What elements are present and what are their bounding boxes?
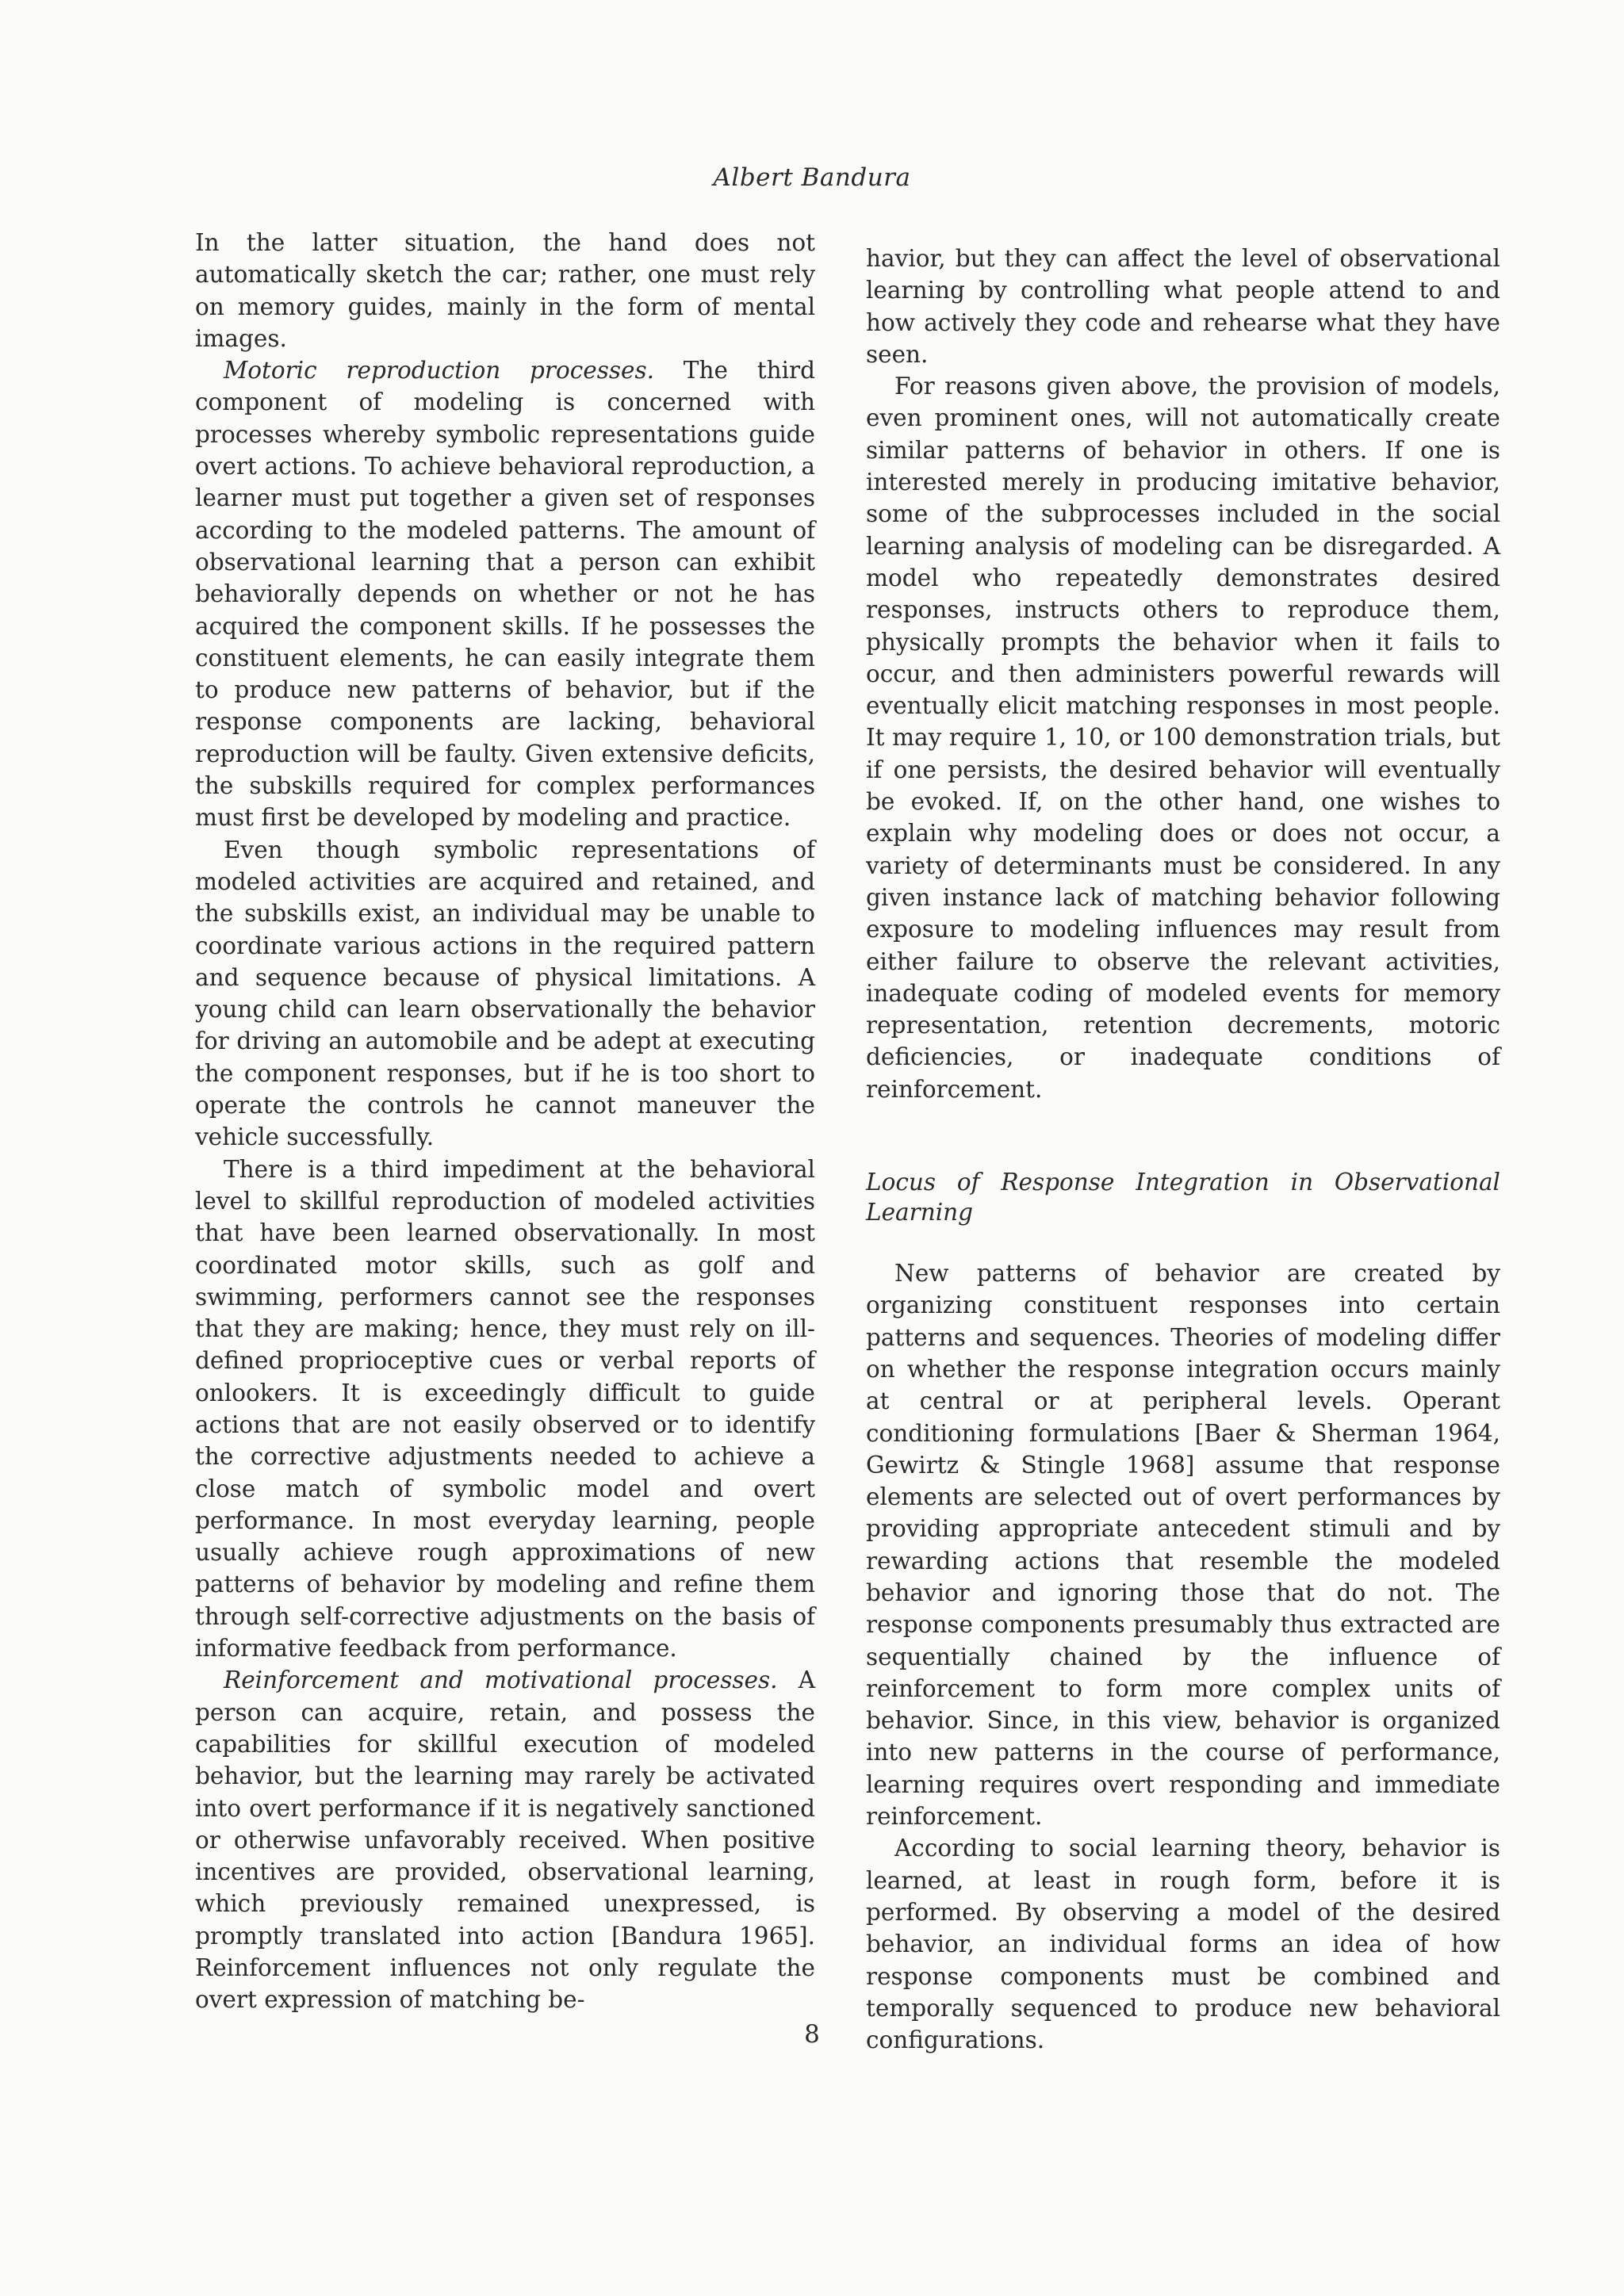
paragraph <box>195 354 815 833</box>
paragraph-text: The third component of modeling is concerned with processes whereby symbolic representations guide overt actions. To achieve behavioral reproduction, a learner must put together a given set of responses according to the modeled patterns. The amount of observational learning that a person can exhibit behaviorally depends on whether or not he has acquired the component skills. If he possesses the constituent elements, he can easily integrate them to produce new patterns of behavior, but if the response components are lacking, behavioral reproduction will be faulty. Given extensive deficits, the subskills required for complex performances must first be developed by modeling and practice. <box>195 357 815 832</box>
paragraph: According to social learning theory, behavior is learned, at least in rough form, before it is performed. By observing a model of the desired behavior, an individual forms an idea of how response components must be combined and temporally sequenced to produce new behavioral configurations. <box>866 1835 1500 2054</box>
paragraph-text: A person can acquire, retain, and possess the capabilities for skillful execution of modeled behavior, but the learning may rarely be activated into overt performance if it is negatively sanctioned or otherwise unfavorably received. When positive incentives are provided, observational learning, which previously remained unexpressed, is promptly translated into action [Bandura 1965]. Reinforcement influences not only regulate the overt expression of matching be- <box>195 1667 816 2014</box>
running-head: Albert Bandura <box>713 163 911 192</box>
paragraph: havior, but they can affect the level of observational learning by controlling what people attend to and how actively they code and rehearse what they have seen. <box>866 245 1500 368</box>
page-number: 8 <box>804 2020 820 2049</box>
left-column <box>195 227 815 2016</box>
subsection-heading: Reinforcement and motivational processes. <box>224 1667 778 1694</box>
right-column <box>866 243 1500 2056</box>
paragraph: For reasons given above, the provision of models, even prominent ones, will not automatically create similar patterns of behavior in others. If one is interested merely in producing imitative behavior, some of the subprocesses included in the social learning analysis of modeling can be disregarded. A model who repeatedly demonstrates desired responses, instructs others to reproduce them, physically prompts the behavior when it fails to occur, and then administers powerful rewards will eventually elicit matching responses in most people. It may require 1, 10, or 100 demonstration trials, but if one persists, the desired behavior will eventually be evoked. If, on the other hand, one wishes to explain why modeling does or does not occur, a variety of determinants must be considered. In any given instance lack of matching behavior following exposure to modeling influences may result from either failure to observe the relevant activities, inadequate coding of modeled events for memory representation, retention decrements, motoric deficiencies, or inadequate conditions of reinforcement. <box>866 373 1500 1103</box>
section-heading: Locus of Response Integration in Observational Learning <box>866 1169 1500 1226</box>
paragraph <box>195 1664 815 2015</box>
paragraph: Even though symbolic representations of modeled activities are acquired and retained, and the subskills exist, an individual may be unable to coordinate various actions in the required pattern and sequence because of physical limitations. A young child can learn observationally the behavior for driving an automobile and be adept at executing the component responses, but if he is too short to operate the controls he cannot maneuver the vehicle successfully. <box>195 836 815 1151</box>
paragraph: New patterns of behavior are created by organizing constituent responses into certain patterns and sequences. Theories of modeling differ on whether the response integration occurs mainly at central or at peripheral levels. Operant conditioning formulations [Baer & Sherman 1964, Gewirtz & Stingle 1968] assume that response elements are selected out of overt performances by providing appropriate antecedent stimuli and by rewarding actions that resemble the modeled behavior and ignoring those that do not. The response components presumably thus extracted are sequentially chained by the influence of reinforcement to form more complex units of behavior. Since, in this view, behavior is organized into new patterns in the course of performance, learning requires overt responding and immediate reinforcement. <box>866 1260 1500 1831</box>
subsection-heading: Motoric reproduction processes. <box>224 357 654 385</box>
paragraph: In the latter situation, the hand does not automatically sketch the car; rather, one must rely on memory guides, mainly in the form of mental images. <box>195 229 815 352</box>
paragraph: There is a third impediment at the behavioral level to skillful reproduction of modeled activities that have been learned observationally. In most coordinated motor skills, such as golf and swimming, performers cannot see the responses that they are making; hence, they must rely on ill-defined proprioceptive cues or verbal reports of onlookers. It is exceedingly difficult to guide actions that are not easily observed or to identify the corrective adjustments needed to achieve a close match of symbolic model and overt performance. In most everyday learning, people usually achieve rough approximations of new patterns of behavior by modeling and refine them through self-corrective adjustments on the basis of informative feedback from performance. <box>195 1155 815 1663</box>
